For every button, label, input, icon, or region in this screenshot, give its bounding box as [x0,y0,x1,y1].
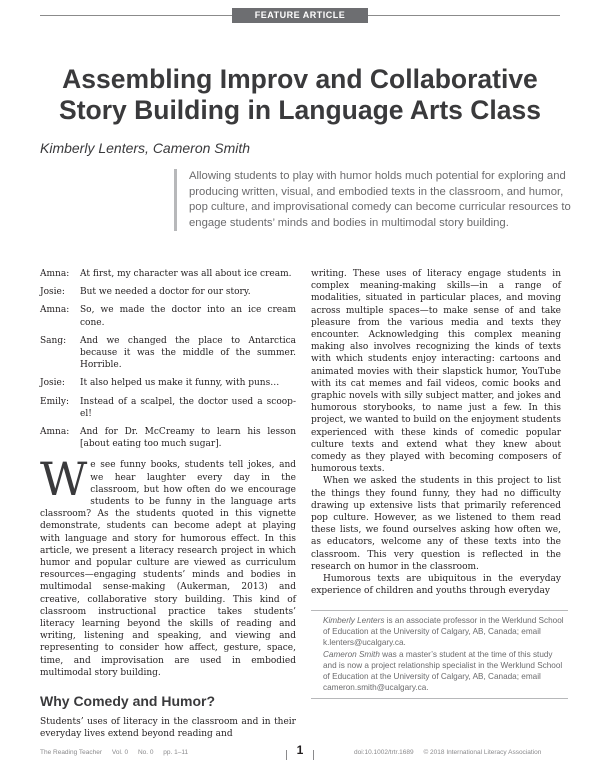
bio-text: was a master’s student at the time of this study and is now a project relationship specialist in the Werklund School of Education at the University of Calgary, AB, Canada; email cameron.smith@ucalgary.ca. [323,649,563,693]
doi-info [354,749,549,756]
abstract [174,169,575,231]
dialogue-text: But we needed a doctor for our story. [80,287,251,298]
journal-info [40,749,196,756]
right-column [311,268,561,597]
abstract-text: Allowing students to play with humor holds much potential for exploring and producing written, visual, and embodied texts in the classroom, and humor, pop culture, and improvisational comedy can become curricular resources to engage students’ minds and bodies in multimodal story building. [189,170,571,229]
body-paragraph: writing. These uses of literacy engage students in complex meaning-making skills—in a range of modalities, situated in particular places, and moving across multiple spaces—to make sense of and take pleasure from the various media and texts they encounter. Acknowledging this complex meaning making also involves recognizing the kinds of texts with which students enjoy interacting: cartoons and animated movies with their slapstick humor, YouTube with its cat memes and fail videos, comic books and graphic novels with silly subject matter, and jokes and humorous storybooks, to name just a few. In this project, we wanted to build on the enjoyment students experienced with these kinds of comedic popular culture texts and extend what they knew about comedy as they played with becoming composers of humorous texts. [311,269,561,475]
author-bio-box [311,610,568,699]
left-column [40,268,296,741]
intro-paragraph [40,452,296,679]
dialogue-text: It also helped us make it funny, with puns… [80,378,280,389]
journal-volume: Vol. 0 [111,749,129,756]
body-paragraph: Humorous texts are ubiquitous in the everyday experience of children and youths through everyday [311,574,561,597]
dialogue-speaker: Sang: [40,335,67,346]
dialogue-line [40,304,296,328]
dialogue-speaker: Josie: [40,287,65,298]
dialogue-text: At first, my character was all about ice cream. [80,269,292,279]
section-heading: Why Comedy and Humor? [40,693,216,710]
article-title: Assembling Improv and Collaborative Story Building in Language Arts Class [59,64,541,125]
page-number: 1 [284,742,316,758]
journal-issue: No. 0 [137,749,154,756]
dialogue-text: Instead of a scalpel, the doctor used a scoop-el! [80,396,296,419]
bio-author-name: Kimberly Lenters [323,616,385,625]
dialogue-line [40,268,296,280]
dialogue-speaker: Amna: [40,269,70,279]
dialogue-text: And for Dr. McCreamy to learn his lesson [about eating too much sugar]. [80,427,296,450]
bio-text: is an associate professor in the Werklund School of Education at the University of Calgary, AB, Canada; email k.lenters@ucalgary.ca. [323,616,564,648]
copyright: © 2018 International Literacy Association [423,749,542,756]
body-paragraph: When we asked the students in this project to list the things they found funny, they had no difficulty drawing up extensive lists that primarily referenced pop culture. However, as we listened to them read these lists, we found ourselves asking how often we, as educators, welcome any of these texts into the classroom. This very question is reflected in the research on humor in the classroom. [311,476,561,572]
dialogue-line [40,286,296,298]
intro-text: e see funny books, students tell jokes, and we hear laughter every day in the classroom, but how often do we encourage students to be funny in the language arts classroom? As the students quoted in this vignette demonstrate, students can become adept at playing with language and story for humorous effect. In this article, we present a literacy research project in which humor and popular culture are viewed as curriculum resources—engaging students’ minds and bodies in multimodal sense-making (Aukerman, 2013) and creative, collaborative story building. This kind of classroom instructional practice takes students’ literacy learning beyond the skills of reading and writing, listening and speaking, and viewing and representing to consider how affect, gesture, space, time, and improvisation are used in embodied multimodal story building. [40,460,296,678]
dialogue-speaker: Josie: [40,378,65,389]
section-label: FEATURE ARTICLE [232,8,368,23]
dialogue-text: So, we made the doctor into an ice cream cone. [80,305,296,328]
dialogue-speaker: Amna: [40,305,70,316]
dialogue-speaker: Emily: [40,396,69,407]
author-bio [323,615,568,649]
dialogue-text: And we changed the place to Antarctica because it was the middle of the summer. Horrible. [80,335,296,371]
journal-name: The Reading Teacher [40,749,103,756]
dialogue-line [40,377,296,389]
dialogue-line [40,396,296,420]
body-paragraph: Students’ uses of literacy in the classroom and in their everyday lives extend beyond reading and [40,717,296,740]
dialogue-line [40,335,296,372]
article-authors: Kimberly Lenters, Cameron Smith [40,140,251,156]
dialogue-speaker: Amna: [40,427,70,438]
doi: doi:10.1002/trtr.1689 [354,749,414,756]
author-bio [323,649,568,694]
section-banner [0,8,600,23]
journal-pages: pp. 1–11 [163,749,189,756]
drop-cap: W [40,452,88,507]
page-footer [0,742,600,762]
vignette-dialogue [40,268,296,450]
dialogue-line [40,426,296,450]
bio-author-name: Cameron Smith [323,649,380,659]
